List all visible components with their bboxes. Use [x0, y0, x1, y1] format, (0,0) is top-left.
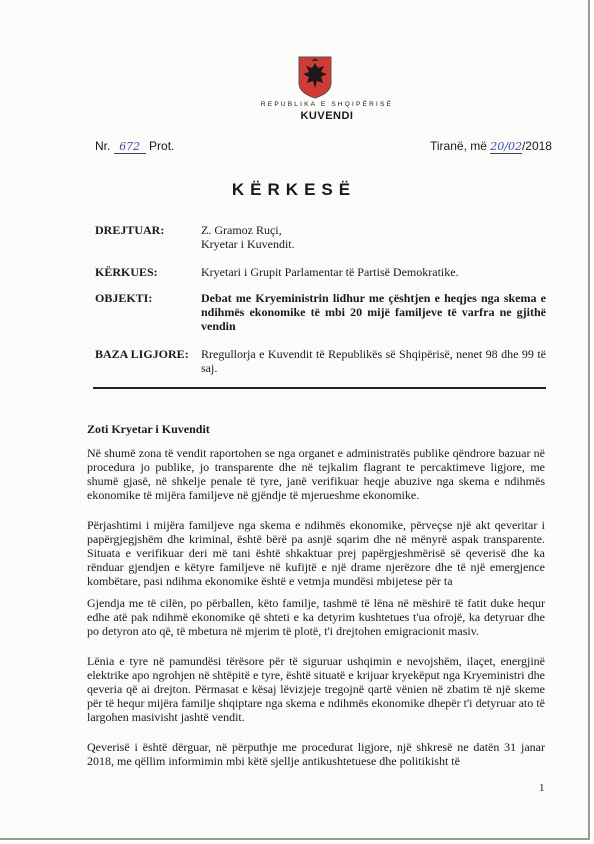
field-line: Kryetari i Grupit Parlamentar të Partisë Demokratike.	[201, 265, 459, 279]
field-label-drejtuar: DREJTUAR:	[95, 223, 165, 237]
institution-heading: KUVENDI	[300, 110, 354, 122]
date-handwritten: 20/02	[490, 140, 522, 153]
date-year: /2018	[521, 139, 552, 153]
place-date	[430, 139, 552, 154]
body-paragraph: Lënia e tyre në pamundësi tërësore për të siguruar ushqimin e nevojshëm, ilaçet, energjinë elektrike apo ngrohjen në shtëpitë e tyre, është situatë e krijuar kryekëput nga Kryeministri dhe qeveria që ai drejton. Përmasat e kësaj lëvizjeje tregojnë qartë vënien në zbatim të një skeme për të hequr mijëra familje shqiptare nga skema e ndihmës ekonomike dhepër t'i detyruar ato të largohen masivisht jashtë vendit.	[87, 654, 545, 724]
body-paragraph: Gjendja me të cilën, po përballen, këto familje, tashmë të lëna në mëshirë të fatit duke hequr edhe atë pak ndihmë ekonomike që shteti e ka detyrim kushtetues t'ua ofrojë, ka detyruar dhe po detyron ato që, të mbetura në mjerim të plotë, t'i drejtohen emigracionit masiv.	[87, 596, 545, 638]
header-divider	[93, 387, 546, 389]
page-number: 1	[539, 782, 545, 794]
place-label: Tiranë, më	[430, 139, 487, 153]
nr-handwritten-value: 672	[114, 140, 146, 154]
salutation: Zoti Kryetar i Kuvendit	[87, 422, 210, 436]
republic-heading: REPUBLIKA E SHQIPËRISË	[260, 101, 394, 108]
albanian-eagle-emblem	[297, 55, 333, 99]
document-title: KËRKESË	[231, 180, 357, 199]
field-line: Debat me Kryeministrin lidhur me çështjen e heqjes nga skema e ndihmës ekonomike të mbi 20 mijë familjeve të varfra ne gjithë vendin	[201, 291, 546, 333]
field-value-baza-ligjore	[201, 347, 546, 375]
prot-label: Prot.	[149, 139, 175, 153]
field-value-drejtuar	[201, 223, 546, 251]
protocol-number	[95, 139, 174, 154]
nr-label: Nr.	[95, 139, 111, 153]
field-value-kerkues	[201, 265, 546, 279]
field-line: Z. Gramoz Ruçi,	[201, 223, 282, 237]
field-label-baza-ligjore: BAZA LIGJORE:	[95, 347, 189, 361]
field-label-kerkues: KËRKUES:	[95, 265, 158, 279]
body-paragraph: Në shumë zona të vendit raportohen se nga organet e administratës publike qëndrore bazuar në procedura jo publike, jo transparente dhe në tejkalim flagrant te percaktimeve ligjore, me shumë gjasë, në shkelje penale të tyre, janë verifikuar heqje abuzive nga skema e ndihmës ekonomike të mijëra familjeve në gjëndje të mjerueshme ekonomike.	[87, 446, 545, 502]
body-paragraph: Qeverisë i është dërguar, në përputhje me procedurat ligjore, një shkresë ne datën 31 janar 2018, me qëllim informimin mbi këtë sjellje antikushtetuese dhe politikisht të	[87, 740, 545, 768]
field-line: Kryetar i Kuvendit.	[201, 237, 295, 251]
field-label-objekti: OBJEKTI:	[95, 291, 153, 305]
body-paragraph: Përjashtimi i mijëra familjeve nga skema e ndihmës ekonomike, përveçse një akt qeveritar i papërgjegjshëm dhe kriminal, është bërë pa asnjë sqarim dhe në mënyrë aspak transparente. Situata e verifikuar deri më tani është shkaktuar prej papërgjeshmërisë së qeverisë dhe ka rënduar gjendjen e këtyre familjeve në kufijtë e një drame njerëzore dhe të një emergjence kombëtare, pasi ndihma ekonomike është e vetmja mundësi mbijetese për ta	[87, 518, 545, 588]
field-value-objekti	[201, 291, 546, 333]
field-line: Rregullorja e Kuvendit të Republikës së Shqipërisë, nenet 98 dhe 99 të saj.	[201, 347, 546, 375]
